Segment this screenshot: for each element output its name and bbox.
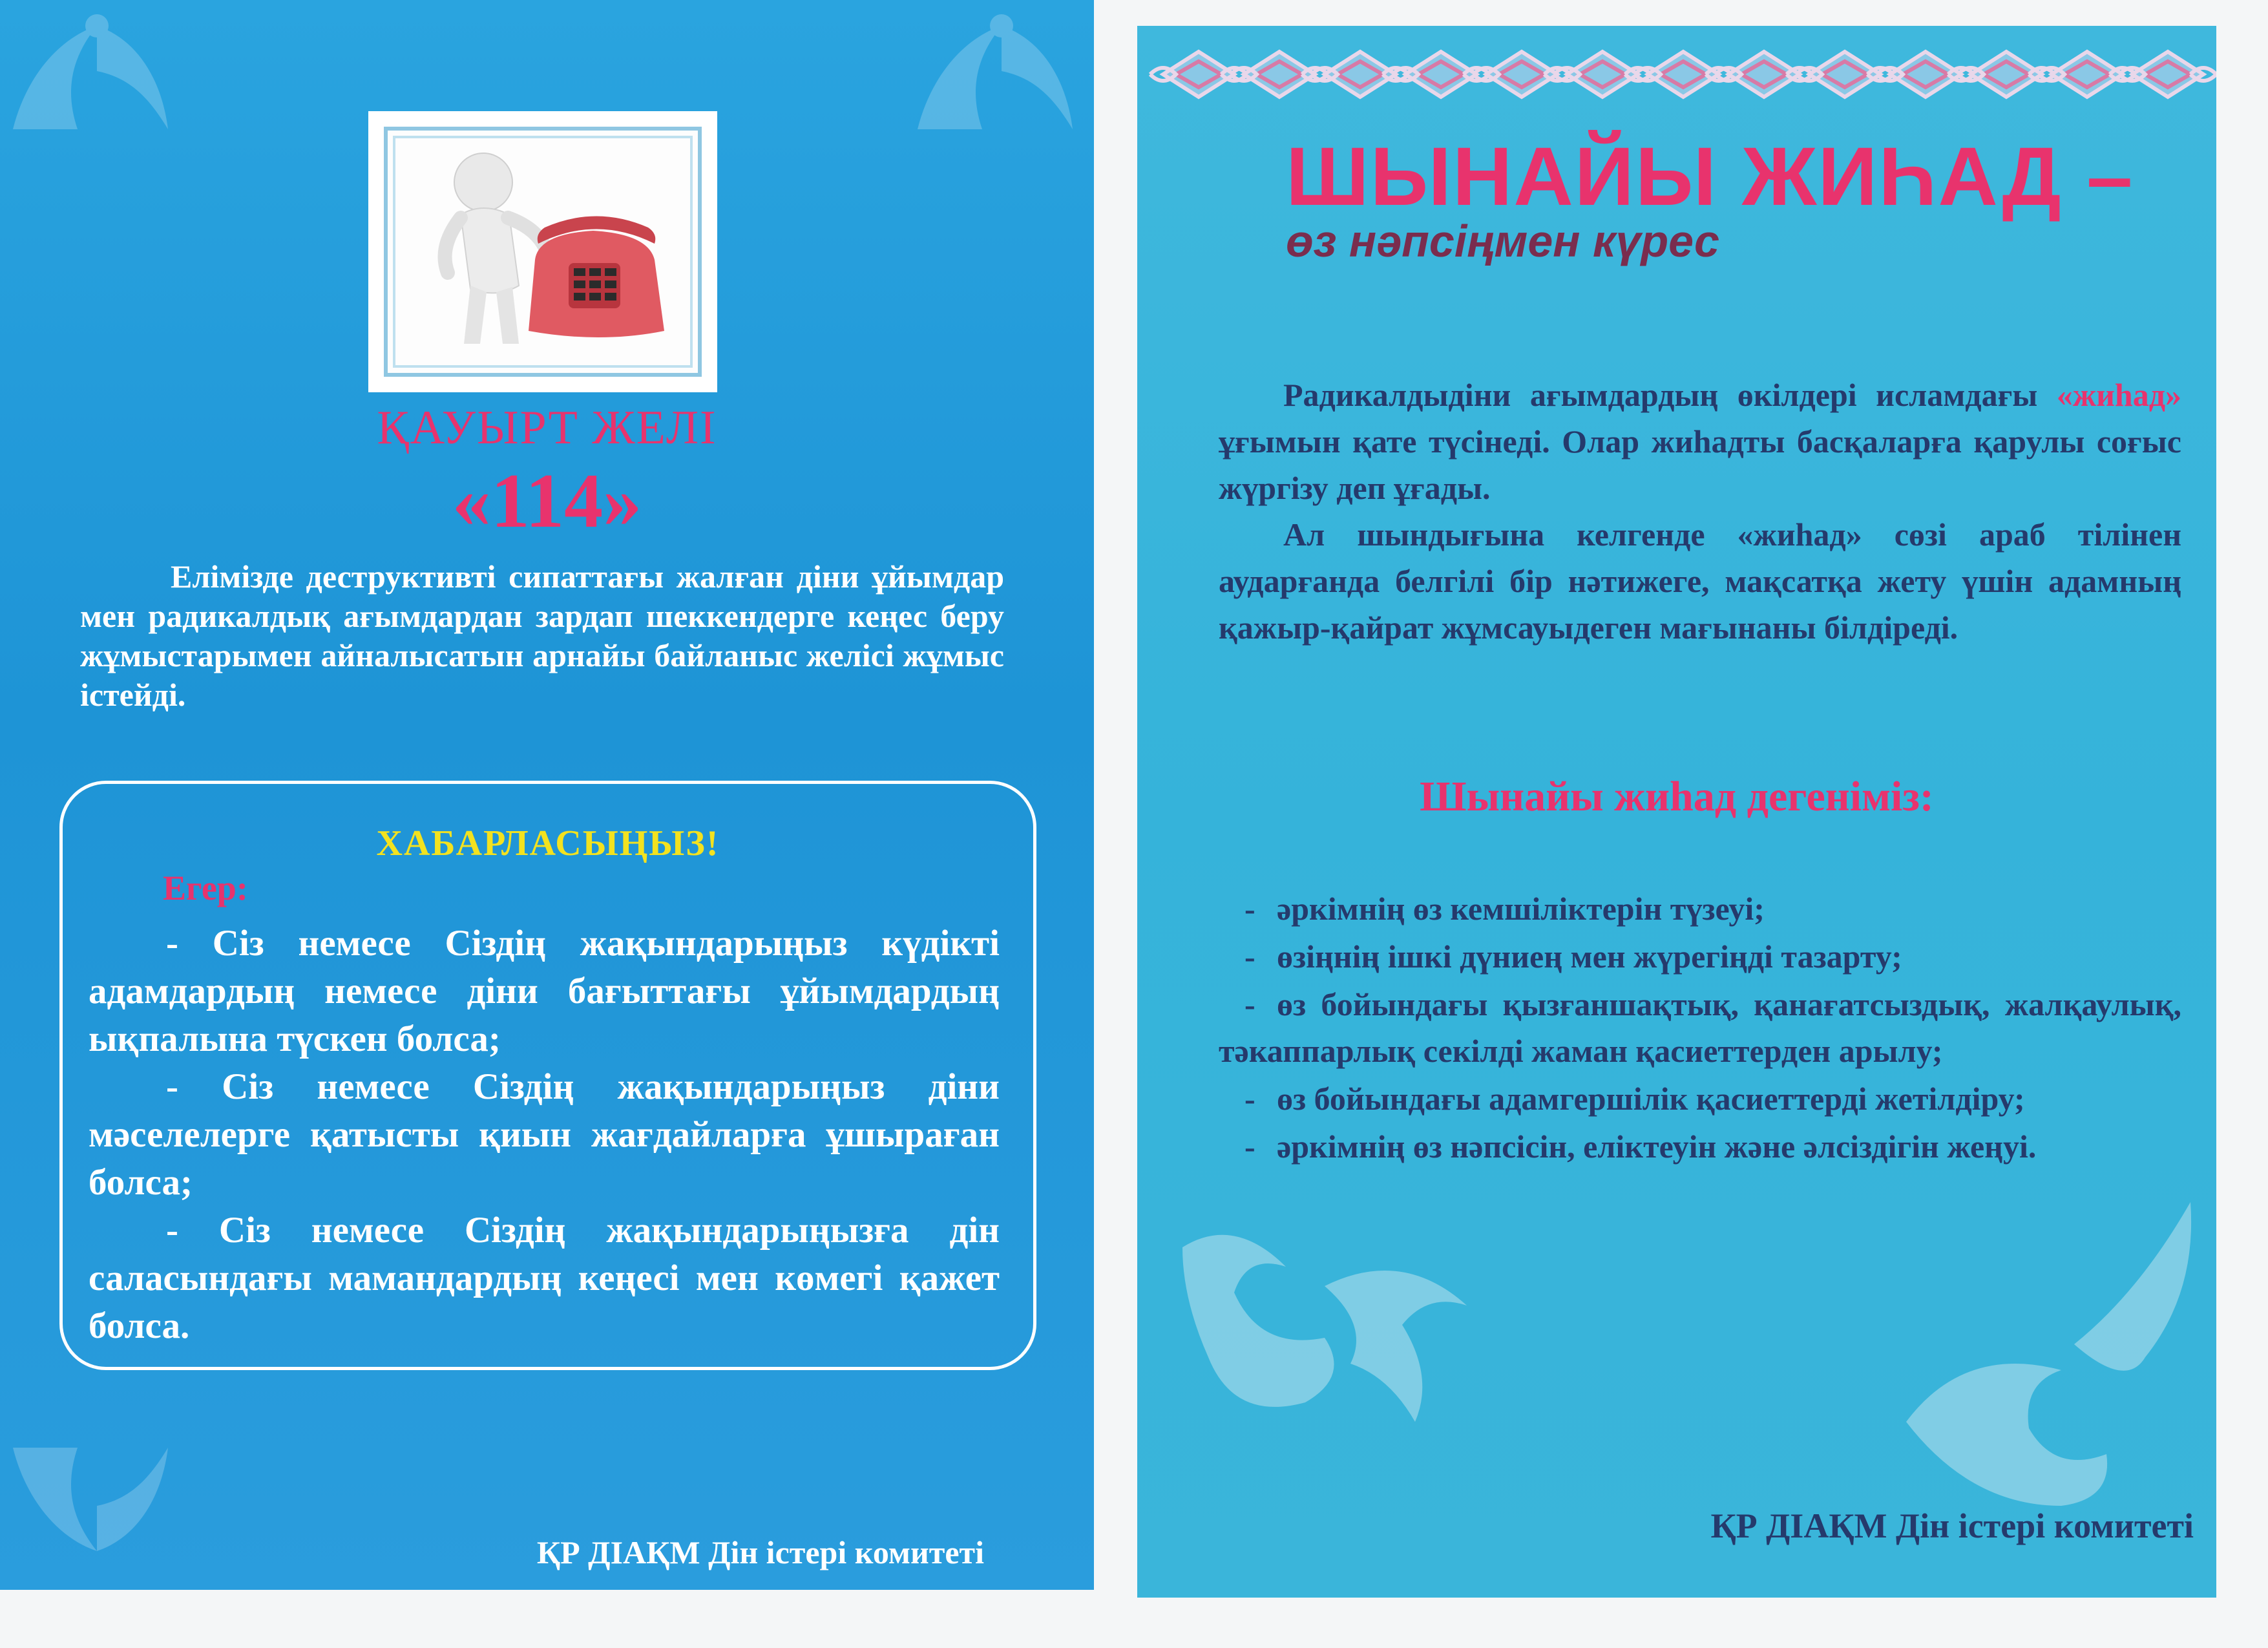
jihad-leaflet-page (1137, 26, 2216, 1598)
list-item-text: әркімнің өз кемшіліктерін түзеуі; (1277, 891, 1765, 927)
swirl-ornament-left (1157, 1209, 1493, 1480)
corner-ornament-top-right (905, 0, 1092, 142)
bullet-dash: - (1244, 1128, 1255, 1165)
paragraph-text: ұғымын қате түсінеді. Олар жиһадты басқаларға қарулы соғыс жүргізу деп ұғады. (1219, 423, 2181, 506)
list-item (1219, 981, 2181, 1074)
left-footer-committee: ҚР ДІАҚМ Дін істері комитеті (536, 1534, 984, 1570)
list-item-text: әркімнің өз нәпсісін, еліктеуін және әлсіздігін жеңуі. (1277, 1128, 2037, 1165)
list-item-text: өзіңнің ішкі дүниең мен жүрегіңді тазарту; (1277, 938, 1902, 975)
contact-if-label: Егер: (163, 869, 248, 907)
right-footer-committee: ҚР ДІАҚМ Дін істері комитеті (1710, 1506, 2194, 1545)
bullet-dash: - (1244, 1081, 1255, 1117)
paragraph-text: Радикалдыдіни ағымдардың өкілдері исламдағы (1283, 377, 2057, 413)
corner-ornament-bottom-left (0, 1435, 194, 1583)
corner-ornament-top-left (0, 0, 194, 142)
list-item (1219, 1075, 2181, 1122)
telephone-illustration (368, 111, 717, 392)
list-item-text: өз бойындағы адамгершілік қасиеттерді жетілдіру; (1277, 1081, 2025, 1117)
section-title: Шынайы жиһад дегеніміз: (1420, 773, 1934, 820)
paragraph-misunderstanding (1219, 372, 2181, 511)
contact-condition-item: - Сіз немесе Сіздің жақындарыңызға дін саласындағы мамандардың кеңесі мен көмегі қажет болса. (89, 1210, 1000, 1346)
list-item (1219, 933, 2181, 980)
hotline-leaflet-page (0, 0, 1094, 1590)
hotline-number: «114» (452, 458, 642, 544)
jihad-explanation (1219, 372, 2181, 651)
list-item-text: өз бойындағы қызғаншақтық, қанағатсыздық, жалқаулық, тәкаппарлық секілді жаман қасиеттерден арылу; (1219, 986, 2181, 1069)
contact-box (59, 781, 1036, 1370)
page-subtitle: өз нәпсіңмен күрес (1286, 216, 1719, 266)
bullet-dash: - (1244, 938, 1255, 975)
hotline-title: ҚАУЫРТ ЖЕЛІ (377, 401, 717, 454)
person-with-phone-icon (399, 137, 684, 350)
contact-condition-item: - Сіз немесе Сіздің жақындарыңыз діни мәселелерге қатысты қиын жағдайларға ұшыраған болса; (89, 1066, 1000, 1203)
ornament-border-band (1137, 26, 2216, 123)
bullet-dash: - (1244, 891, 1255, 927)
swirl-ornament-right (1867, 1176, 2203, 1512)
highlight-term: «жиһад» (2056, 377, 2181, 413)
page-title: ШЫНАЙЫ ЖИҺАД – (1286, 131, 2134, 223)
paragraph-meaning: Ал шындығына келгенде «жиһад» сөзі араб тілінен аударғанда белгілі бір нәтижеге, мақсатқа жету үшін адамның қажыр-қайрат жұмсауыдеген мағынаны білдіреді. (1219, 516, 2181, 646)
jihad-definition-list (1219, 885, 2181, 1171)
list-item (1219, 1123, 2181, 1170)
bullet-dash: - (1244, 986, 1255, 1022)
contact-conditions-list (89, 920, 1000, 1350)
contact-condition-item: - Сіз немесе Сіздің жақындарыңыз күдікті адамдардың немесе діни бағыттағы ұйымдардың ықпалына түскен болса; (89, 923, 1000, 1059)
hotline-description: Елімізде деструктивті сипаттағы жалған діни ұйымдар мен радикалдық ағымдардан зардап шеккендерге кеңес беру жұмыстарымен айналысатын арнайы байланыс желісі жұмыс істейді. (80, 558, 1004, 713)
contact-title: ХАБАРЛАСЫҢЫЗ! (376, 823, 720, 863)
list-item (1219, 885, 2181, 932)
